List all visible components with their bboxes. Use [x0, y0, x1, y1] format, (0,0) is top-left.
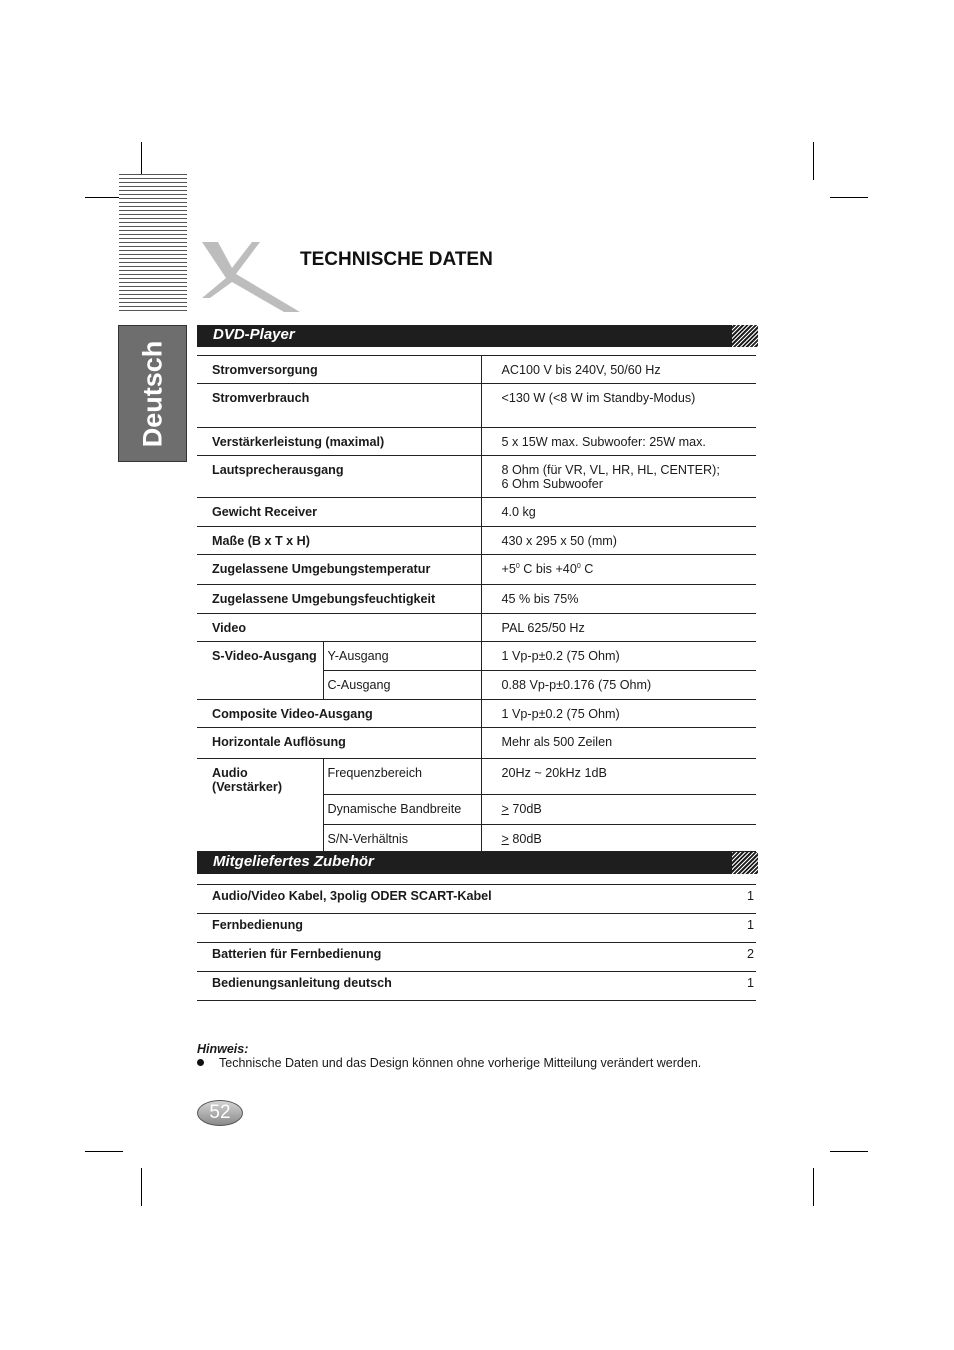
page-title: TECHNISCHE DATEN	[300, 249, 493, 270]
spec-label: Audio (Verstärker)	[197, 759, 323, 795]
value-part: +5	[501, 562, 516, 576]
value-part: 70dB	[508, 801, 542, 816]
accessory-label: Fernbedienung	[197, 914, 739, 943]
accessory-label: Batterien für Fernbedienung	[197, 943, 739, 972]
table-row	[197, 671, 756, 700]
spec-value-line: 8 Ohm (für VR, VL, HR, HL, CENTER);	[501, 463, 720, 477]
spec-label: Verstärkerleistung (maximal)	[197, 428, 481, 456]
spec-value	[481, 555, 756, 585]
spec-value: 1 Vp-p±0.2 (75 Ohm)	[481, 700, 756, 728]
table-row	[197, 384, 756, 428]
table-row	[197, 456, 756, 498]
spec-value: 45 % bis 75%	[481, 585, 756, 614]
greater-equal-symbol: >	[501, 801, 509, 816]
brand-x-logo	[196, 238, 302, 314]
spec-label: Horizontale Auflösung	[197, 728, 481, 759]
accessories-table	[197, 884, 756, 1001]
note-title: Hinweis:	[197, 1042, 249, 1056]
table-row	[197, 498, 756, 527]
hatch-decoration	[732, 325, 758, 347]
spec-value	[481, 824, 756, 851]
spec-value-line: 6 Ohm Subwoofer	[501, 477, 604, 491]
table-row	[197, 943, 756, 972]
section-header-dvd	[197, 325, 758, 347]
spec-label: Stromverbrauch	[197, 384, 481, 428]
crop-mark	[813, 1168, 814, 1206]
spec-sub-label: S/N-Verhältnis	[323, 824, 481, 851]
spec-value: 0.88 Vp-p±0.176 (75 Ohm)	[481, 671, 756, 700]
spec-value	[481, 794, 756, 824]
spec-value: PAL 625/50 Hz	[481, 614, 756, 642]
spec-value: 5 x 15W max. Subwoofer: 25W max.	[481, 428, 756, 456]
crop-mark	[85, 197, 123, 198]
spec-label: S-Video-Ausgang	[197, 642, 323, 671]
spec-label: Zugelassene Umgebungsfeuchtigkeit	[197, 585, 481, 614]
accessory-qty: 2	[739, 943, 756, 972]
table-row	[197, 527, 756, 555]
spec-sub-label: Y-Ausgang	[323, 642, 481, 671]
table-row	[197, 728, 756, 759]
table-row	[197, 428, 756, 456]
spec-label-empty	[197, 824, 323, 851]
spec-label: Gewicht Receiver	[197, 498, 481, 527]
spec-value: 430 x 295 x 50 (mm)	[481, 527, 756, 555]
table-row	[197, 759, 756, 795]
bullet-icon	[197, 1059, 204, 1066]
value-part: C bis +40	[519, 562, 577, 576]
table-row	[197, 356, 756, 384]
spec-sub-label: Frequenzbereich	[323, 759, 481, 795]
decorative-stripes	[119, 174, 187, 314]
crop-mark	[830, 197, 868, 198]
crop-mark	[813, 142, 814, 180]
table-row	[197, 972, 756, 1001]
note-text: Technische Daten und das Design können ohne vorherige Mitteilung verändert werden.	[219, 1056, 702, 1070]
table-row	[197, 642, 756, 671]
spec-sub-label: Dynamische Bandbreite	[323, 794, 481, 824]
table-row	[197, 700, 756, 728]
table-row	[197, 885, 756, 914]
greater-equal-symbol: >	[501, 831, 509, 846]
side-tab-label: Deutsch	[137, 340, 167, 447]
spec-label-empty	[197, 671, 323, 700]
spec-value: 1 Vp-p±0.2 (75 Ohm)	[481, 642, 756, 671]
crop-mark	[141, 1168, 142, 1206]
spec-sub-label: C-Ausgang	[323, 671, 481, 700]
section-heading: Mitgeliefertes Zubehör	[213, 853, 374, 870]
table-row	[197, 914, 756, 943]
spec-value: 4.0 kg	[481, 498, 756, 527]
degree-mark: 0	[515, 562, 520, 570]
hatch-decoration	[732, 852, 758, 874]
spec-label: Maße (B x T x H)	[197, 527, 481, 555]
spec-label-empty	[197, 794, 323, 824]
accessory-label: Bedienungsanleitung deutsch	[197, 972, 739, 1001]
crop-mark	[830, 1151, 868, 1152]
language-side-tab	[118, 325, 187, 462]
spec-value: <130 W (<8 W im Standby-Modus)	[481, 384, 756, 428]
value-part: C	[580, 562, 594, 576]
accessory-qty: 1	[739, 972, 756, 1001]
spec-label: Video	[197, 614, 481, 642]
spec-value: Mehr als 500 Zeilen	[481, 728, 756, 759]
spec-value: 20Hz ~ 20kHz 1dB	[481, 759, 756, 795]
section-header-accessories	[197, 852, 758, 874]
spec-value: AC100 V bis 240V, 50/60 Hz	[481, 356, 756, 384]
accessory-label: Audio/Video Kabel, 3polig ODER SCART-Kabel	[197, 885, 739, 914]
spec-value	[481, 456, 756, 498]
accessory-qty: 1	[739, 914, 756, 943]
table-row	[197, 585, 756, 614]
page-number-badge: 52	[197, 1100, 243, 1126]
spec-label: Stromversorgung	[197, 356, 481, 384]
table-row	[197, 824, 756, 851]
table-row	[197, 794, 756, 824]
crop-mark	[85, 1151, 123, 1152]
value-part: 80dB	[508, 831, 542, 846]
spec-label: Lautsprecherausgang	[197, 456, 481, 498]
spec-label: Zugelassene Umgebungstemperatur	[197, 555, 481, 585]
table-row	[197, 555, 756, 585]
table-row	[197, 614, 756, 642]
spec-label: Composite Video-Ausgang	[197, 700, 481, 728]
degree-mark: 0	[576, 562, 581, 570]
section-heading: DVD-Player	[213, 326, 295, 343]
spec-table	[197, 355, 756, 852]
accessory-qty: 1	[739, 885, 756, 914]
